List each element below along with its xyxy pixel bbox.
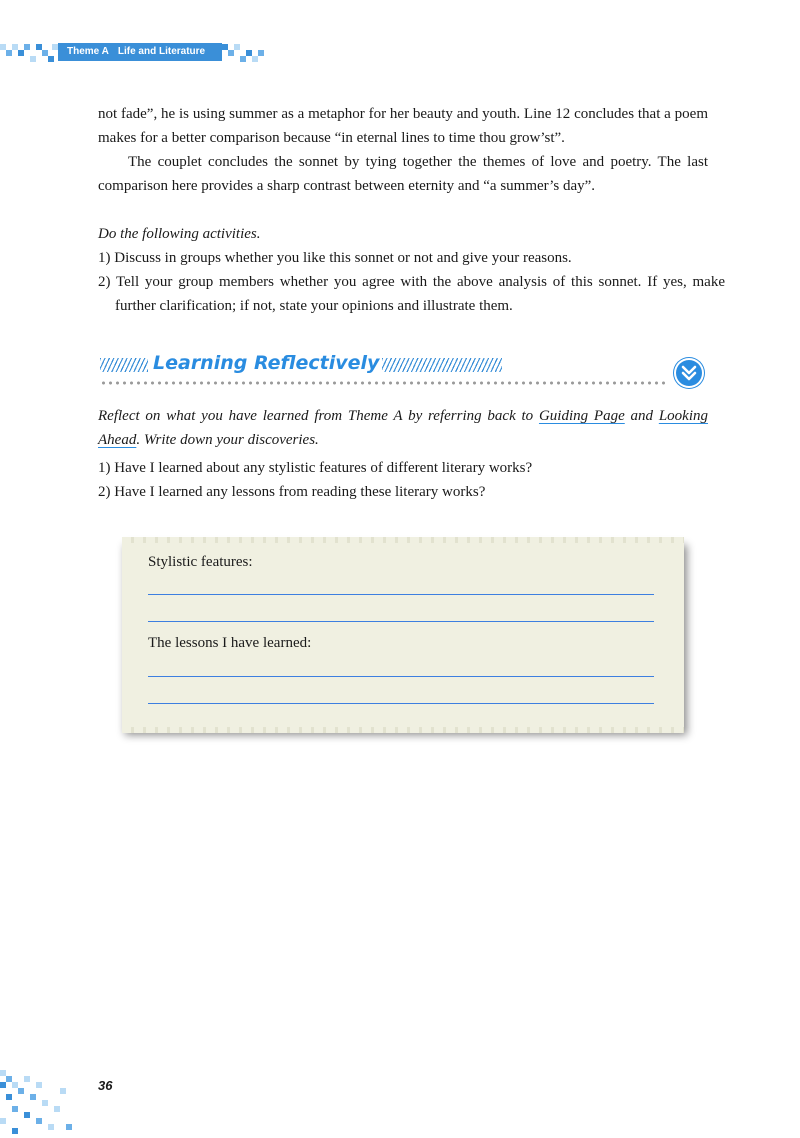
stylistic-features-label: Stylistic features: bbox=[148, 554, 253, 570]
reflect-intro-b: and bbox=[624, 408, 659, 424]
paragraph-1: not fade”, he is using summer as a metaphor for her beauty and youth. Line 12 concludes that a poem makes for a better comparison because “in eternal lines to time thou grow’st”. bbox=[98, 106, 708, 146]
activities-intro: Do the following activities. bbox=[98, 226, 261, 242]
question-2: 2) Have I learned any lessons from reading these literary works? bbox=[98, 484, 486, 500]
activity-item-2: 2) Tell your group members whether you agree with the above analysis of this sonnet. If yes, make further clarification; if not, state your opinions and illustrate them. bbox=[98, 274, 725, 314]
hatch-decoration-left bbox=[100, 358, 148, 372]
reflect-intro bbox=[98, 404, 708, 452]
writing-line-3[interactable] bbox=[148, 676, 654, 677]
looking-ahead-link[interactable]: Looking Ahead bbox=[98, 408, 708, 448]
header-theme: Theme A bbox=[67, 46, 109, 57]
reflect-intro-c: . Write down your discoveries. bbox=[136, 432, 319, 448]
writing-line-2[interactable] bbox=[148, 621, 654, 622]
activity-item-1: 1) Discuss in groups whether you like this sonnet or not and give your reasons. bbox=[98, 250, 572, 266]
guiding-page-link[interactable]: Guiding Page bbox=[538, 408, 625, 424]
lessons-label: The lessons I have learned: bbox=[148, 635, 312, 651]
writing-line-4[interactable] bbox=[148, 703, 654, 704]
page-number: 36 bbox=[98, 1078, 113, 1093]
note-paper bbox=[122, 540, 684, 730]
writing-line-1[interactable] bbox=[148, 594, 654, 595]
reflect-intro-a: Reflect on what you have learned from Theme A by referring back to bbox=[98, 408, 539, 424]
section-heading bbox=[96, 350, 708, 390]
header-title: Life and Literature bbox=[117, 46, 206, 57]
header-tab bbox=[58, 43, 222, 61]
double-chevron-down-icon[interactable] bbox=[676, 360, 702, 386]
paragraph-2: The couplet concludes the sonnet by tying together the themes of love and poetry. The last comparison here provides a sharp contrast between eternity and “a summer’s day”. bbox=[98, 154, 708, 194]
dotted-divider bbox=[100, 381, 666, 385]
section-title: Learning Reflectively bbox=[153, 352, 380, 374]
running-header bbox=[0, 40, 270, 66]
hatch-decoration-right bbox=[382, 358, 502, 372]
question-1: 1) Have I learned about any stylistic features of different literary works? bbox=[98, 460, 533, 476]
